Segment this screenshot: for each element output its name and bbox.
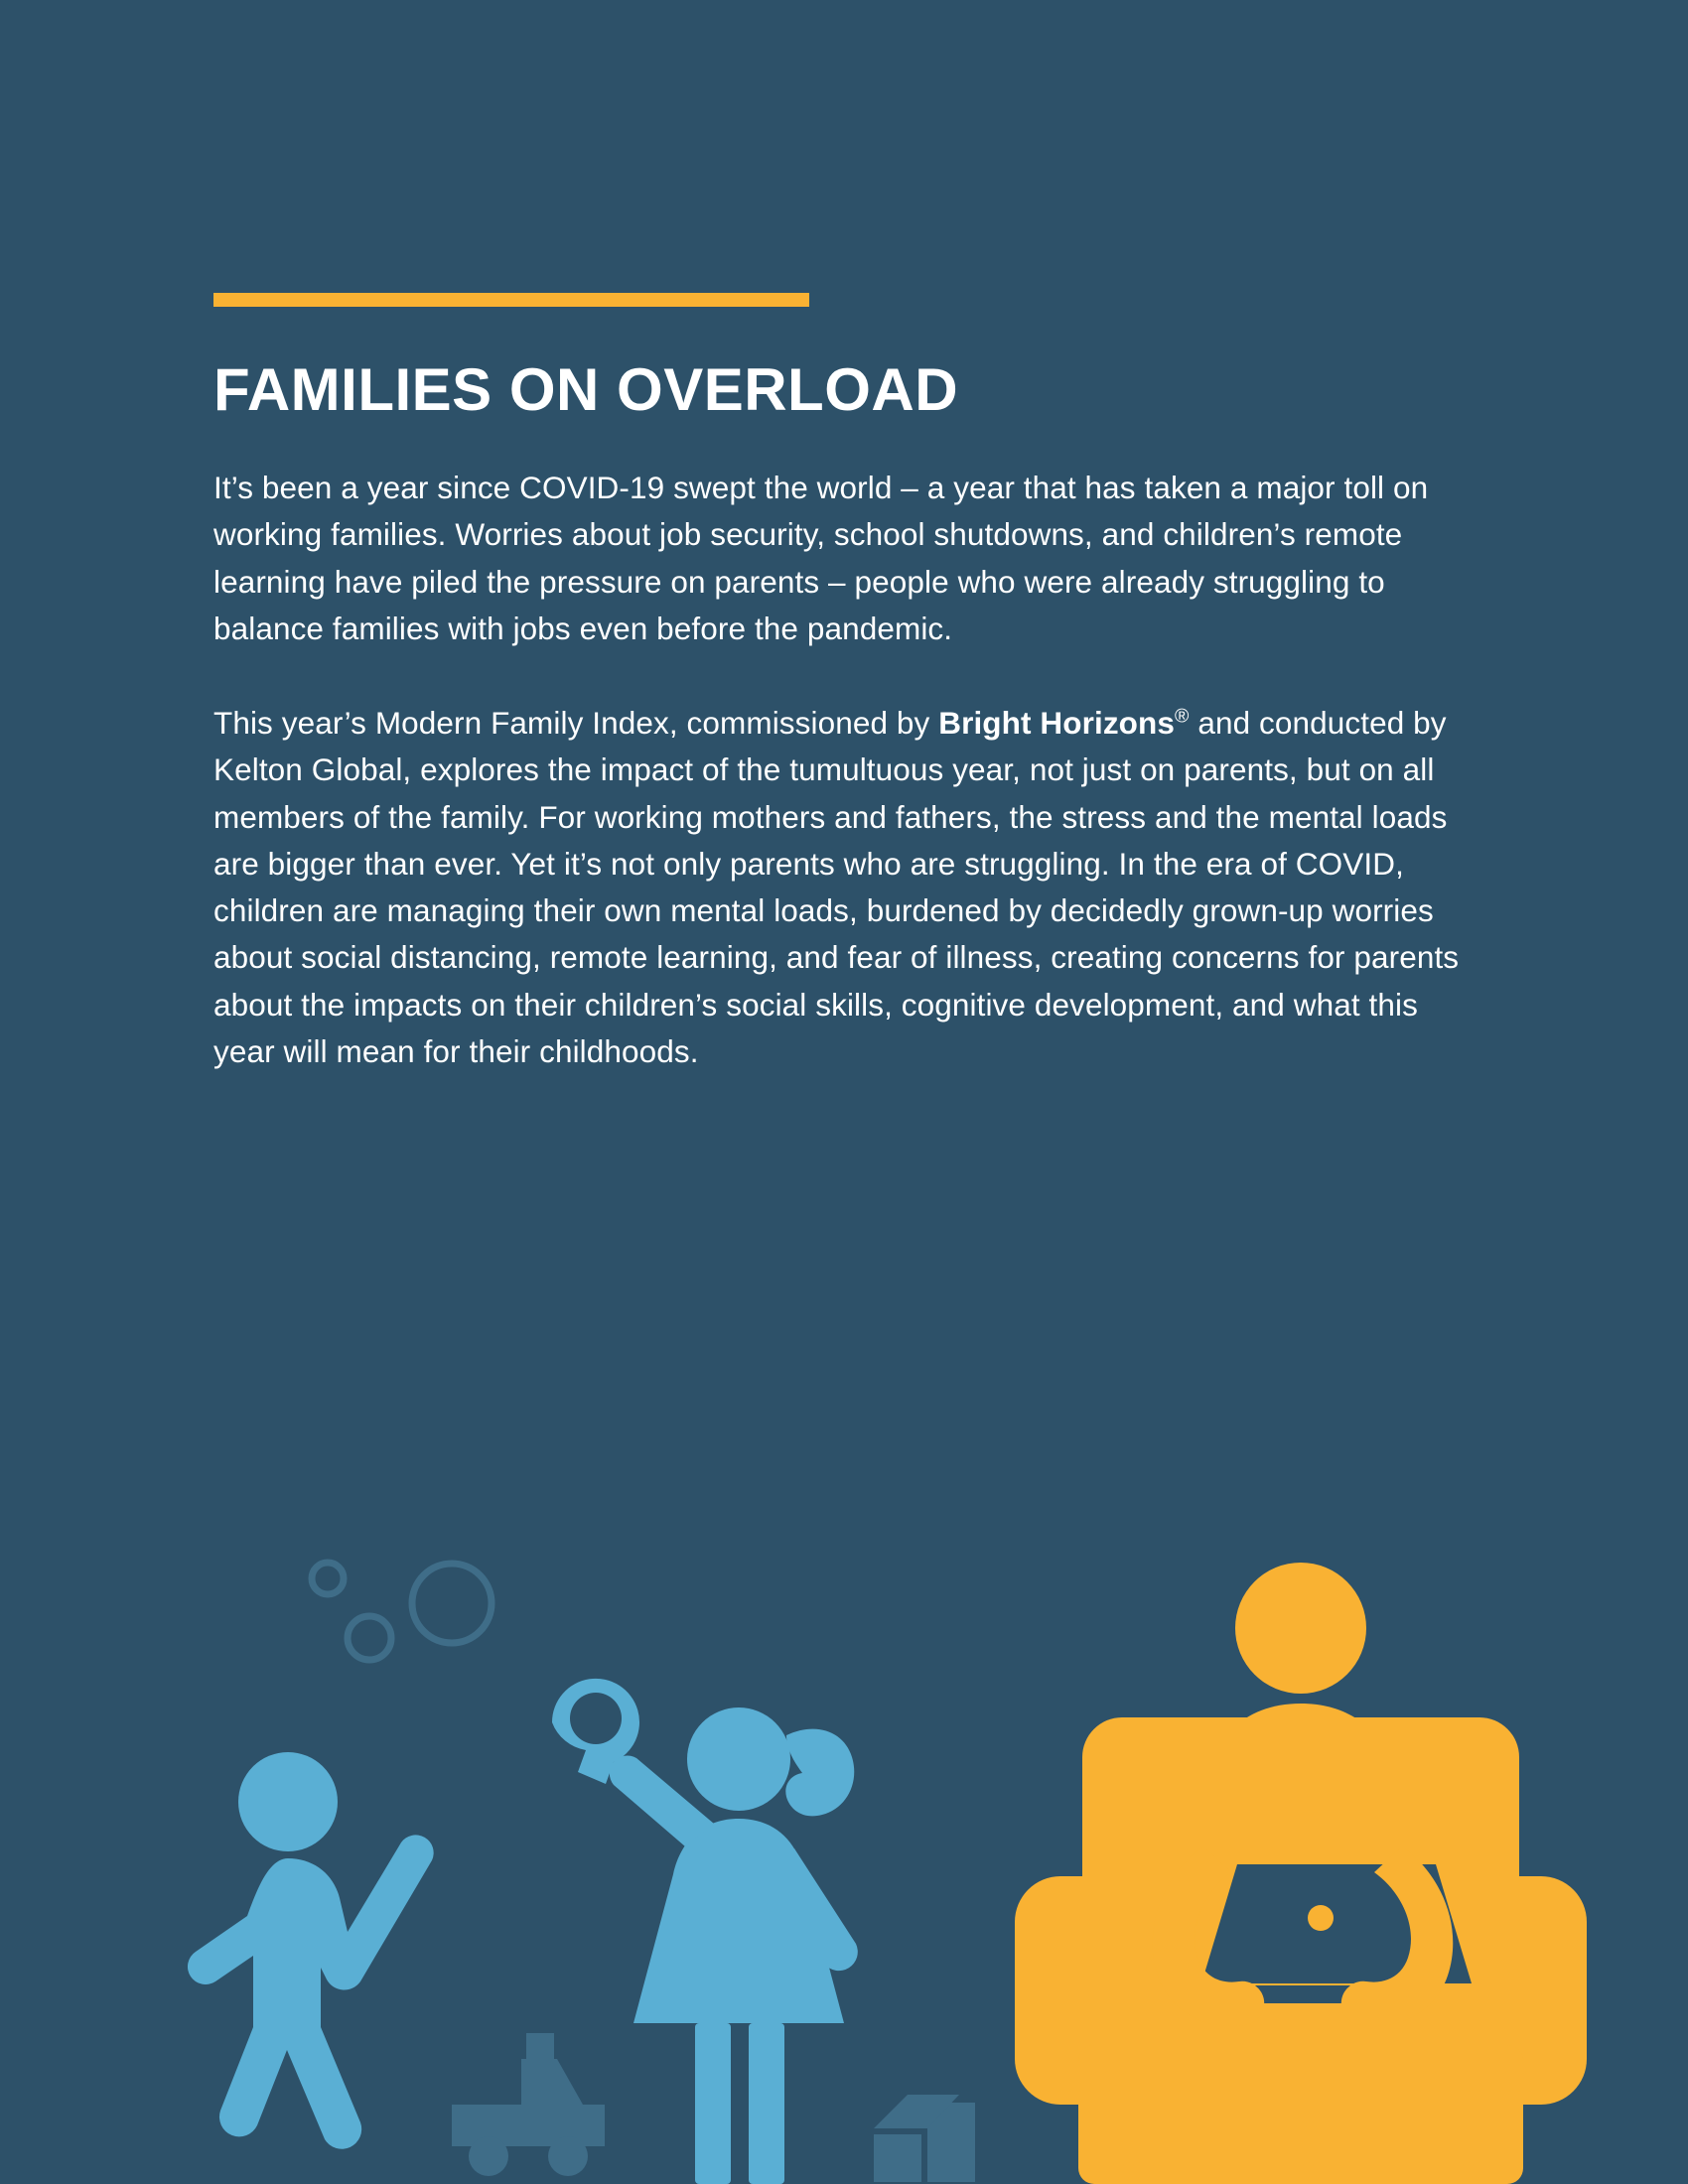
bubbles-icon — [312, 1563, 492, 1660]
paragraph-2-text-start: This year’s Modern Family Index, commissioned by — [213, 705, 939, 741]
parent-arms — [1153, 1846, 1454, 2026]
girl-blowing-bubbles-figure — [552, 1679, 858, 2184]
paragraph-2-text-end: and conducted by Kelton Global, explores the impact of the tumultuous year, not just on parents, but on all members of the family. For working mothers and fathers, the stress and the mental loads are bigger than ever. Yet it’s not only parents who are struggling. In the era of COVID, children are managing their own mental loads, burdened by decidedly grown-up worries about social distancing, remote learning, and fear of illness, creating concerns for parents about the impacts on their children’s social skills, cognitive development, and what this year will mean for their childhoods. — [213, 705, 1460, 1069]
toy-blocks-icon — [874, 2095, 975, 2182]
child-waving-figure — [188, 1752, 434, 2149]
toy-truck-icon — [452, 2033, 605, 2176]
accent-rule — [213, 293, 809, 307]
page-title: FAMILIES ON OVERLOAD — [213, 356, 959, 423]
brand-name: Bright Horizons — [938, 705, 1175, 741]
body-paragraph-2 — [213, 700, 1475, 1075]
registered-mark: ® — [1175, 705, 1190, 728]
parent-in-armchair-figure — [1015, 1563, 1587, 2184]
body-paragraph-1: It’s been a year since COVID-19 swept the world – a year that has taken a major toll on working families. Worries about job security, school shutdowns, and children’s remote learning have piled the pressure on parents – people who were already struggling to balance families with jobs even before the pandemic. — [213, 470, 1429, 646]
content-block — [213, 293, 1475, 1075]
family-illustration — [0, 1549, 1688, 2184]
laptop-icon — [1188, 1864, 1472, 2003]
laptop-camera-dot — [1308, 1905, 1334, 1931]
